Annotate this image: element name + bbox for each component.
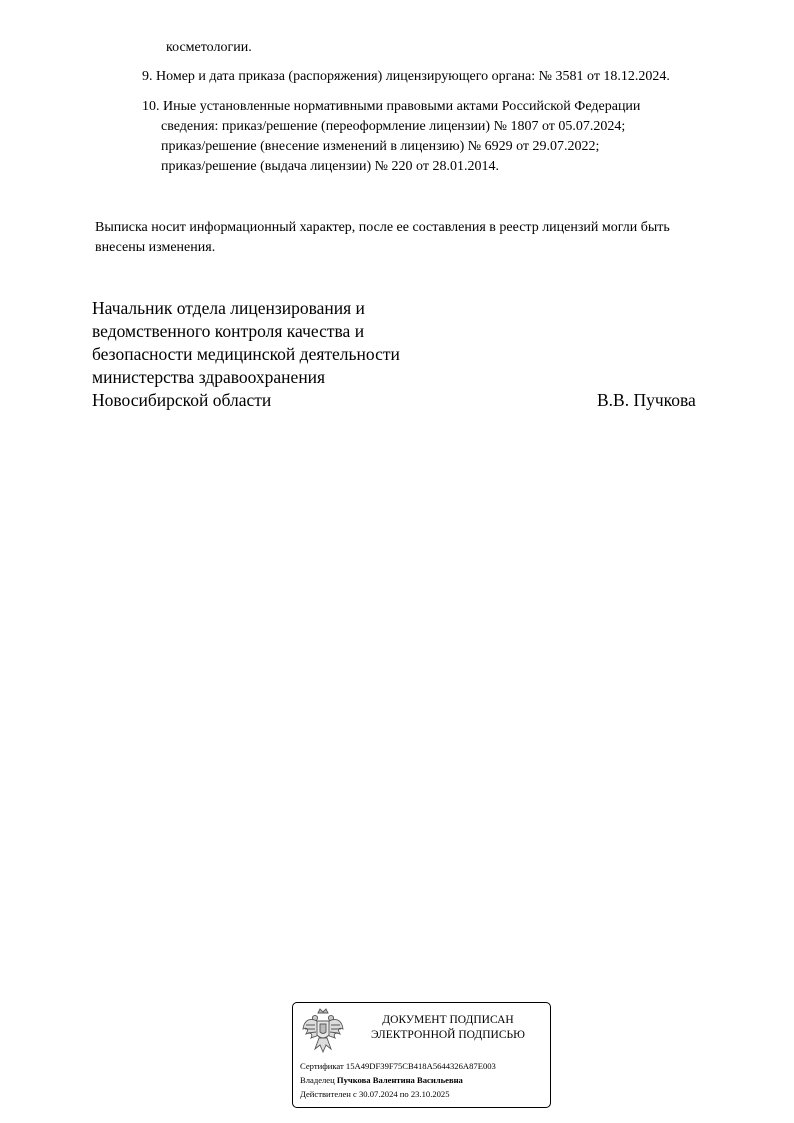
signatory-title-line-4: министерства здравоохранения <box>92 367 326 387</box>
signatory-title-line-2: ведомственного контроля качества и <box>92 321 365 341</box>
stamp-certificate <box>300 1061 496 1072</box>
coat-of-arms-icon <box>301 1007 345 1055</box>
signatory-title-line-5: Новосибирской области <box>92 390 272 410</box>
stamp-heading-line-1: ДОКУМЕНТ ПОДПИСАН <box>382 1014 514 1026</box>
note-line-2: внесены изменения. <box>95 240 216 255</box>
stamp-owner-label: Владелец <box>300 1075 335 1085</box>
note-line-1: Выписка носит информационный характер, после ее составления в реестр лицензий могли быть <box>95 220 670 235</box>
stamp-certificate-label: Сертификат <box>300 1061 344 1071</box>
stamp-certificate-value: 15A49DF39F75CB418A5644326A87E003 <box>345 1061 496 1071</box>
signatory-title-line-1: Начальник отдела лицензирования и <box>92 298 365 318</box>
stamp-heading-line-2: ЭЛЕКТРОННОЙ ПОДПИСЬЮ <box>371 1029 525 1041</box>
stamp-validity: Действителен с 30.07.2024 по 23.10.2025 <box>300 1089 450 1099</box>
stamp-heading <box>353 1013 543 1043</box>
item-10-line-2: сведения: приказ/решение (переоформление лицензии) № 1807 от 05.07.2024; <box>161 119 626 134</box>
e-signature-stamp <box>292 1002 551 1108</box>
item-9: 9. Номер и дата приказа (распоряжения) лицензирующего органа: № 3581 от 18.12.2024. <box>142 69 670 84</box>
signatory-name: В.В. Пучкова <box>597 390 696 410</box>
item-10-line-3: приказ/решение (внесение изменений в лицензию) № 6929 от 29.07.2022; <box>161 139 600 154</box>
item-8-tail: косметологии. <box>166 40 252 55</box>
stamp-owner-value: Пучкова Валентина Васильевна <box>336 1075 463 1085</box>
signatory-title-line-3: безопасности медицинской деятельности <box>92 344 400 364</box>
stamp-owner <box>300 1075 463 1086</box>
item-10-line-4: приказ/решение (выдача лицензии) № 220 от 28.01.2014. <box>161 159 499 174</box>
item-10-line-1: 10. Иные установленные нормативными правовыми актами Российской Федерации <box>142 99 641 114</box>
